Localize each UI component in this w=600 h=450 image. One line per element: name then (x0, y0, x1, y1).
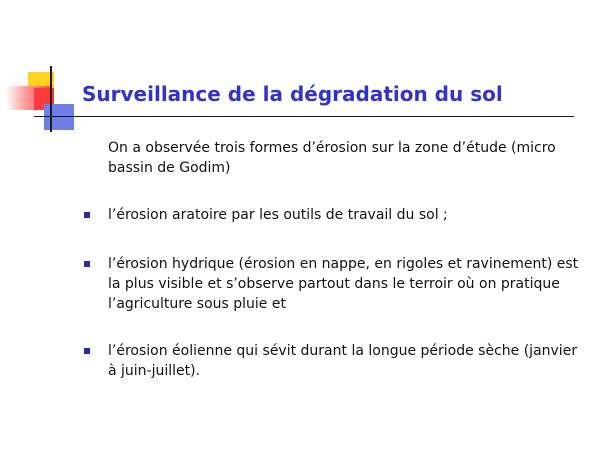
intro-paragraph: On a observée trois formes d’érosion sur la zone d’étude (micro bassin de Godim) (108, 140, 556, 176)
slide-logo-decoration (0, 0, 90, 140)
vertical-rule (50, 66, 52, 132)
bullet-marker (84, 348, 90, 354)
bullet-marker (84, 261, 90, 267)
bullet-item: l’érosion aratoire par les outils de travail du sol ; (108, 207, 448, 223)
bullet-item: l’érosion éolienne qui sévit durant la longue période sèche (janvier à juin-juillet). (108, 343, 578, 379)
title-underline (34, 116, 574, 117)
slide-title: Surveillance de la dégradation du sol (82, 82, 503, 106)
blue-square-shape (44, 104, 74, 130)
bullet-item: l’érosion hydrique (érosion en nappe, en rigoles et ravinement) est la plus visible et s’observe partout dans le terroir où on pratique l’agriculture sous pluie et (108, 256, 579, 312)
bullet-marker (84, 212, 90, 218)
